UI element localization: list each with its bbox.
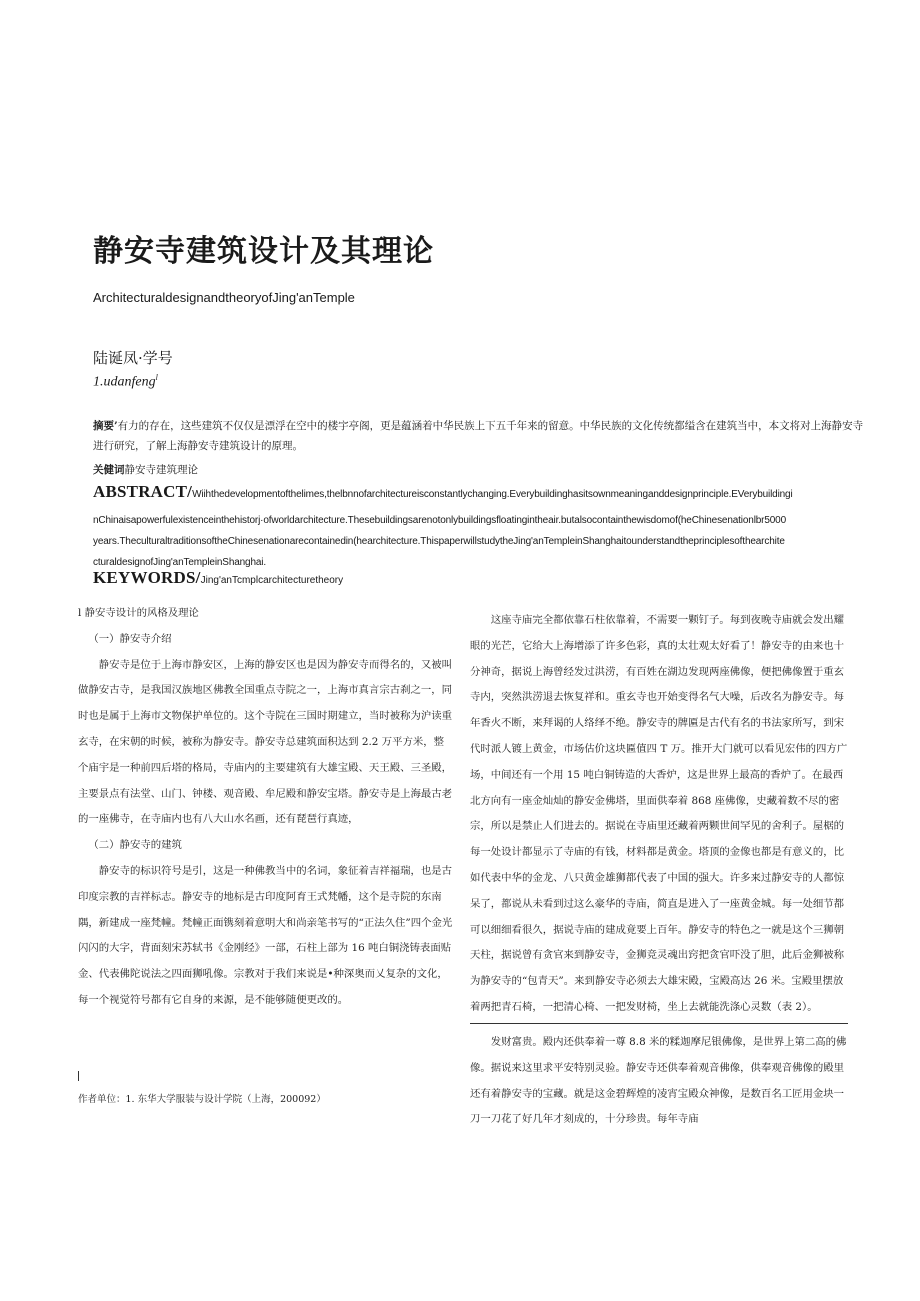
abstract-en-line-text: Wiihthedevelopmentofthelimes,thelbnnofarchitectureisconstantlychanging.Everybuildinghasitsownmeaninganddesignprinciple.EVerybuildingi	[192, 489, 793, 500]
footnote-mark	[78, 1071, 79, 1081]
author-en-sup: l	[155, 373, 158, 382]
section-heading-1-2: （二）静安寺的建筑	[88, 839, 182, 852]
abstract-en-line: nChinaisapowerfulexistenceinthehistorj·ofworldarchitecture.Thesebuildingsarenotonlybuildingsfloatingintheair.butalsocontainthewisdomof(heChinesenationlbr5000	[93, 515, 787, 526]
abstract-cn-label: 摘要’	[93, 420, 118, 432]
abstract-cn-text: 有力的存在，这些建筑不仅仅是漂浮在空中的楼宇亭阁，更是蕴涵着中华民族上下五千年来的留意。中华民族的文化传统都缢含在建筑当中，本文将对上海静安寺进行研究，了解上海静安寺建筑设计的原理。	[93, 420, 864, 452]
keywords-en-text: Jing'anTcmplcarchitecturetheory	[200, 575, 344, 586]
keywords-en-label: KEYWORDS/	[93, 568, 201, 587]
paper-title: 静安寺建筑设计及其理论	[93, 234, 434, 269]
section-heading-1-1: （一）静安寺介绍	[88, 632, 172, 645]
abstract-en-line	[93, 481, 875, 502]
keywords-cn-label: 关健词	[93, 464, 125, 476]
abstract-en-line: cturaldesignofJing'anTempleinShanghai.	[93, 557, 266, 568]
author-cn: 陆诞凤·学号	[93, 349, 173, 367]
left-column	[78, 601, 454, 1014]
footnote: 作者单位：1. 东华大学服装与设计学院（上海，200092）	[78, 1094, 326, 1105]
right-column-continued	[470, 1030, 848, 1133]
body-paragraph: 发财富贵。殿内还供奉着一尊 8.8 米的糅迦摩尼银佛像，是世界上第二高的佛像。据说来这里求平安特别灵验。静安寺还供奉着观音佛像，供奉观音佛像的殿里还有着静安寺的宝藏。就是这金碧辉煌的凌宵宝殿众神像，是数百名工匠用金块一刀一刀花了好几年才刻成的，十分珍贵。每年寺庙	[470, 1036, 847, 1126]
abstract-en-label: ABSTRACT/	[93, 482, 193, 501]
abstract-en-line: years.TheculturaltraditionsoftheChinesenationarecontainedin(hearchitecture.ThispaperwillstudytheJing'anTempleinShanghaitounderstandtheprinciplesofthearchite	[93, 536, 785, 547]
body-paragraph: 静安寺是位于上海市静安区，上海的静安区也是因为静安寺而得名的，又被叫做静安古寺，是我国汉族地区佛教全国重点寺院之一，上海市真言宗古刹之一，同时也是属于上海市文物保护单位的。这个寺院在三国时期建立，当时被称为沪读重玄寺，在宋朝的时候，被称为静安寺。静安寺总建筑面积达到 2.2 万平方米，整个庙宇是一种前四后塔的格局，寺庙内的主要建筑有大雄宝殿、天王殿、三圣殿，主要景点有法堂、山门、钟楼、观音殿、牟尼殿和静安宝塔。静安寺是上海最古老的一座佛寺，在寺庙内也有八大山水名画，还有琵琶行真迹，	[78, 658, 453, 826]
table-rule	[470, 1023, 848, 1024]
body-paragraph: 这座寺庙完全都依靠石柱依靠着，不需要一颗钉子。每到夜晚寺庙就会发出耀眼的光芒，它给大上海增添了许多色彩，真的太壮观太好看了！静安寺的由来也十分神奇，据说上海曾经发过洪涝，有百姓在湖边发现两座佛像，便把佛像置于重玄寺内，突然洪涝退去恢复祥和。重玄寺也开始变得名气大噪，后改名为静安寺。每年香火不断，来拜谒的人络绎不绝。静安寺的牌匾是古代有名的书法家所写，到宋代时派人镀上黄金，市场估价这块匾值四 T 万。推开大门就可以看见宏伟的四方广场，中间还有一个用 15 吨白铜铸造的大香炉，这是世界上最高的香炉了。在最西北方向有一座金灿灿的静安金佛塔，里面供奉着 868 座佛像，史藏着数不尽的密宗，所以是禁止人们进去的。据说在寺庙里还藏着两颗世间罕见的舍利子。屋椐的每一处设计都显示了寺庙的有钱，材料都是黄金。塔顶的金像也都是有意义的，比如代表中华的金龙、八只黄金雄狮都代表了中国的强大。许多来过静安寺的人都惊呆了，都说从未看到过这么豪华的寺庙，简直是进入了一座黄金城。每一处细节都可以细细看很久，据说寺庙的建成竟要上百年。静安寺的特色之一就是这个三狮朝天柱，据说曾有贪官来到静安寺，金狮竞灵魂出窍把贪官吓没了胆，此后金狮被称为静安寺的“包青天”。来到静安寺必须去大雄宋殿，宝殿高达 26 米。宝殿里摆放着两把青石椅，一把清心椅、一把发财椅，坐上去就能洗涤心灵数（表 2）。	[470, 614, 848, 1013]
keywords-en	[93, 568, 343, 588]
abstract-cn	[93, 416, 873, 456]
author-en-name: 1.udanfeng	[93, 374, 156, 390]
abstract-en	[93, 481, 875, 573]
right-column	[470, 608, 848, 1021]
paper-title-en: ArchitecturaldesignandtheoryofJing'anTemple	[93, 290, 355, 305]
keywords-cn	[93, 462, 198, 477]
keywords-cn-text: 静安寺建筑理论	[124, 464, 198, 476]
author-en	[93, 373, 158, 391]
section-heading-1: l 静安寺设计的风格及理论	[78, 607, 199, 619]
body-paragraph: 静安寺的标识符号是引，这是一种佛教当中的名词，象征着吉祥福瑞，也是古印度宗教的吉祥标志。静安寺的地标是古印度阿育王式梵幡，这个是寺院的东南隅，新建成一座梵幢。梵幢正面镌刻着意明大和尚亲笔书写的“正法久住”四个金光闪闪的大字，背面刻宋苏轼书《金刚经》一部，石柱上部为 16 吨白铜浇铸表面贴金、代表佛陀说法之四面狮吼像。宗教对于我们来说是•种深奥而乂复杂的文化，每一个视觉符号都有它自身的来源，是不能够随便更改的。	[78, 864, 453, 1006]
